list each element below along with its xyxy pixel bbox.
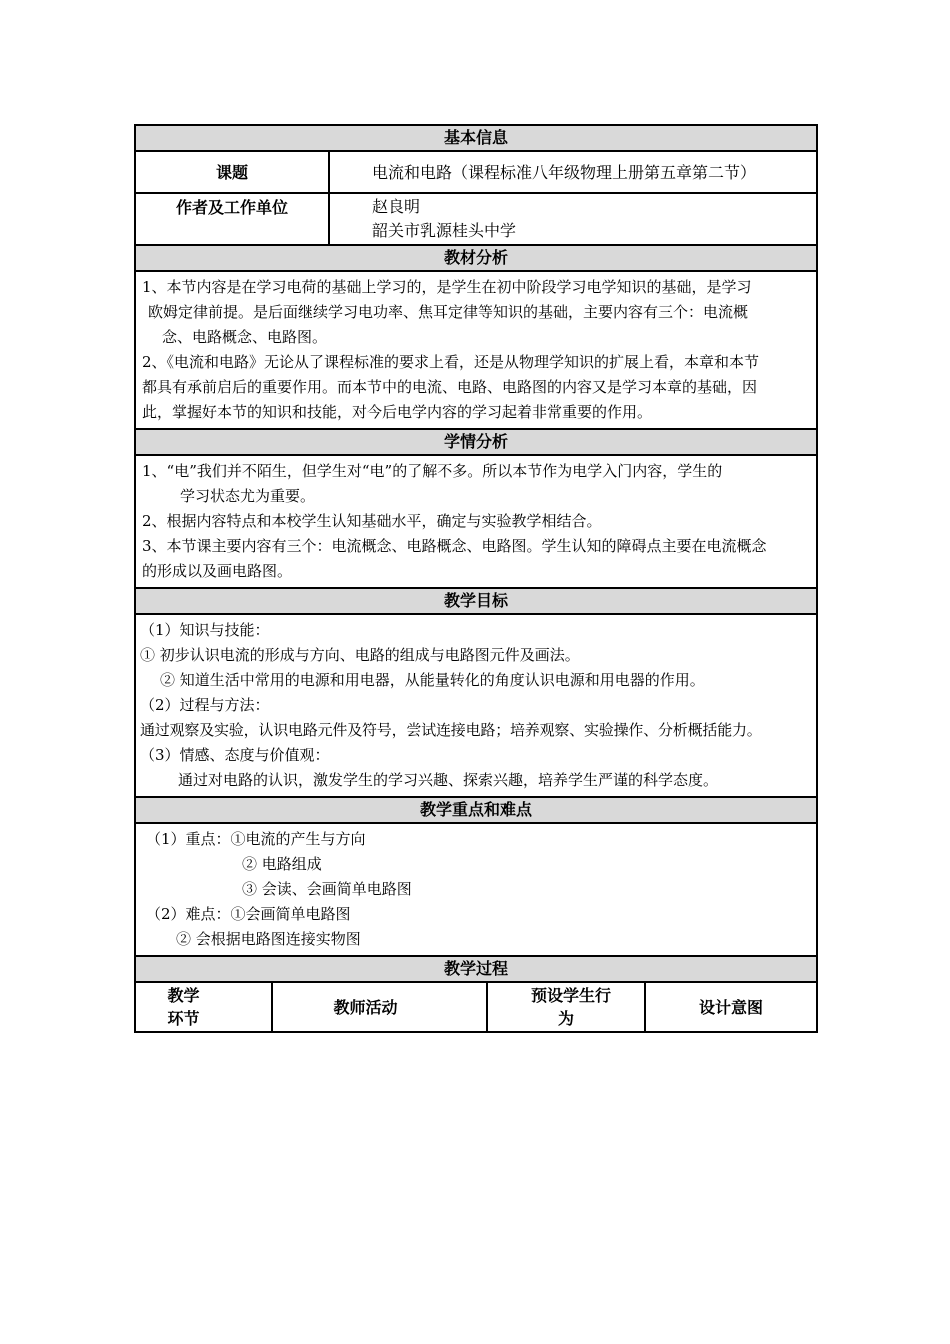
process-col-intent: 设计意图 (645, 982, 817, 1032)
topic-label: 课题 (135, 151, 329, 193)
process-col-student-line1: 预设学生行 (530, 986, 611, 1005)
goal-knowledge-a: ① 初步认识电流的形成与方向、电路的组成与电路图元件及画法。 (140, 646, 580, 664)
key-point-1: （1）重点：①电流的产生与方向 (146, 830, 366, 848)
key-point-1-c: ③ 会读、会画简单电路图 (242, 880, 412, 898)
learner-analysis-content (135, 455, 817, 588)
teaching-goals-content (135, 614, 817, 797)
key-point-1-b: ② 电路组成 (242, 855, 322, 873)
author-label: 作者及工作单位 (135, 193, 329, 245)
section-header-learner-analysis: 学情分析 (135, 429, 817, 455)
material-p1-line1: 1、本节内容是在学习电荷的基础上学习的，是学生在初中阶段学习电学知识的基础，是学习 (142, 278, 752, 296)
lesson-plan-document (134, 124, 816, 1033)
process-col-stage (135, 982, 272, 1032)
goal-attitude-a: 通过对电路的认识，激发学生的学习兴趣、探索兴趣，培养学生严谨的科学态度。 (178, 771, 719, 789)
goal-attitude-title: （3）情感、态度与价值观： (140, 746, 330, 764)
section-header-basic-info: 基本信息 (135, 125, 817, 151)
goal-knowledge-b: ② 知道生活中常用的电源和用电器，从能量转化的角度认识电源和用电器的作用。 (160, 671, 705, 689)
lesson-plan-table (134, 124, 818, 1033)
difficulty-1-b: ② 会根据电路图连接实物图 (176, 930, 361, 948)
goal-process-title: （2）过程与方法： (140, 696, 270, 714)
material-p2-line2: 都具有承前启后的重要作用。而本节中的电流、电路、电路图的内容又是学习本章的基础，因 (142, 378, 758, 396)
material-p2-line3: 此，掌握好本节的知识和技能，对今后电学内容的学习起着非常重要的作用。 (142, 403, 653, 421)
learner-p3-line1: 3、本节课主要内容有三个：电流概念、电路概念、电路图。学生认知的障碍点主要在电流概念 (142, 537, 767, 555)
key-points-content (135, 823, 817, 956)
section-header-teaching-goals: 教学目标 (135, 588, 817, 614)
section-header-teaching-process: 教学过程 (135, 956, 817, 982)
learner-p1-line2: 学习状态尤为重要。 (180, 487, 316, 505)
section-header-material-analysis: 教材分析 (135, 245, 817, 271)
topic-value: 电流和电路（课程标准八年级物理上册第五章第二节） (329, 151, 817, 193)
section-header-key-points: 教学重点和难点 (135, 797, 817, 823)
process-col-student-line2: 为 (558, 1009, 575, 1028)
material-p2-line1: 2、《电流和电路》无论从了课程标准的要求上看，还是从物理学知识的扩展上看，本章和本节 (142, 353, 760, 371)
material-p1-line3: 念、电路概念、电路图。 (162, 328, 328, 346)
material-p1-line2: 欧姆定律前提。是后面继续学习电功率、焦耳定律等知识的基础，主要内容有三个：电流概 (148, 303, 749, 321)
difficulty-1: （2）难点：①会画简单电路图 (146, 905, 351, 923)
process-col-teacher: 教师活动 (272, 982, 487, 1032)
learner-p1-line1: 1、“电”我们并不陌生，但学生对“电”的了解不多。所以本节作为电学入门内容，学生的 (142, 462, 723, 480)
process-col-stage-line1: 教学 (167, 986, 200, 1005)
author-info (329, 193, 817, 245)
author-unit: 韶关市乳源桂头中学 (372, 221, 517, 240)
goal-knowledge-title: （1）知识与技能： (140, 621, 270, 639)
material-analysis-content (135, 271, 817, 429)
goal-process-a: 通过观察及实验，认识电路元件及符号，尝试连接电路；培养观察、实验操作、分析概括能力。 (140, 721, 762, 739)
learner-p3-line2: 的形成以及画电路图。 (142, 562, 293, 580)
learner-p2: 2、根据内容特点和本校学生认知基础水平，确定与实验教学相结合。 (142, 512, 602, 530)
process-col-student (487, 982, 645, 1032)
process-col-stage-line2: 环节 (167, 1009, 200, 1028)
author-name: 赵良明 (372, 197, 421, 216)
